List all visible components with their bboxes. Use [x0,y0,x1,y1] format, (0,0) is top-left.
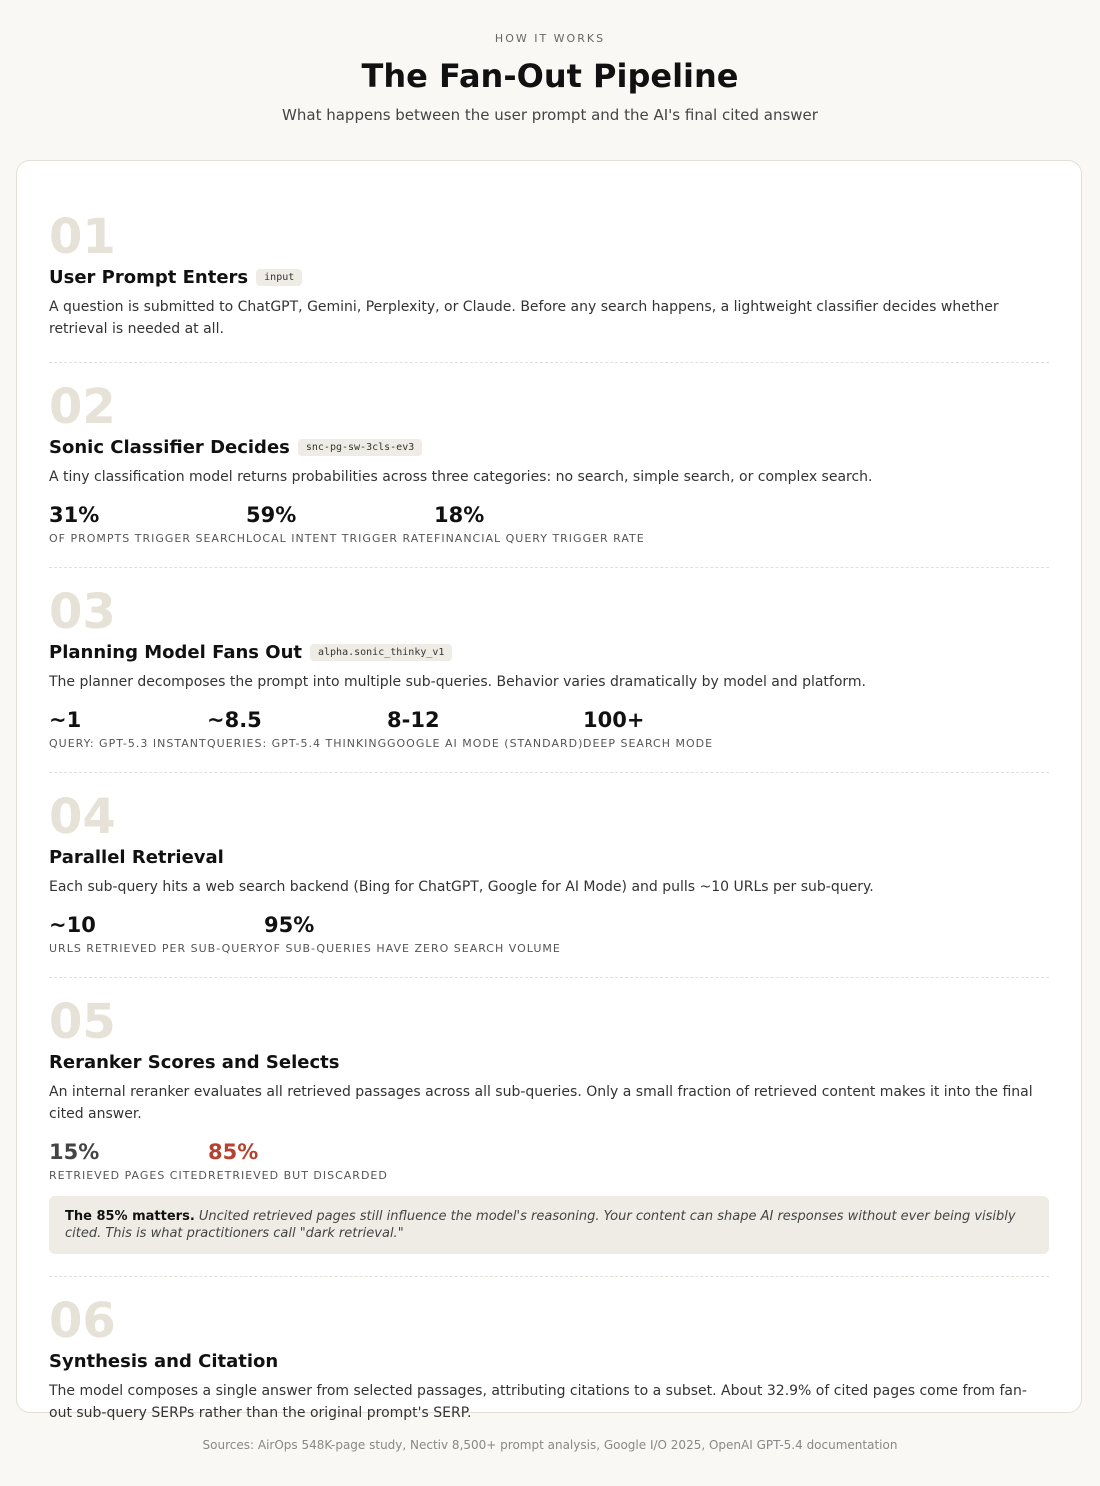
stat [49,707,207,750]
stat-label: LOCAL INTENT TRIGGER RATE [246,532,435,545]
stat-label: QUERY: GPT-5.3 INSTANT [49,737,207,750]
stat [387,707,583,750]
step-title-text: Sonic Classifier Decides [49,437,290,458]
step-1 [49,211,1049,363]
stat-label: GOOGLE AI MODE (STANDARD) [387,737,584,750]
stat [434,502,645,545]
step-4 [49,791,1049,978]
step-number: 05 [49,994,116,1050]
page-title: The Fan-Out Pipeline [361,57,739,95]
page-header [0,0,1100,124]
step-title [49,642,1049,663]
step-number: 06 [49,1293,116,1349]
step-number: 02 [49,379,116,435]
eyebrow: HOW IT WORKS [494,32,606,45]
stat-label: URLS RETRIEVED PER SUB-QUERY [49,942,264,955]
step-3 [49,586,1049,773]
step-description: The model composes a single answer from selected passages, attributing citations to a subset. About 32.9% of cited pages come from fan-out sub-query SERPs rather than the original prompt's SERP. [49,1383,1027,1421]
step-tag: alpha.sonic_thinky_v1 [310,644,452,661]
step-6 [49,1295,1049,1446]
step-description: An internal reranker evaluates all retrieved passages across all sub-queries. Only a small fraction of retrieved content makes it into the final cited answer. [49,1084,1033,1122]
stat-label: DEEP SEARCH MODE [583,737,714,750]
step-number: 01 [49,209,116,265]
stat [49,1139,208,1182]
page-subtitle: What happens between the user prompt and the AI's final cited answer [282,106,818,125]
stat-value: 95% [264,913,315,937]
stat-label: RETRIEVED PAGES CITED [49,1169,208,1182]
step-title-text: Synthesis and Citation [49,1351,279,1372]
step-tag: input [256,269,302,286]
pipeline-card [16,160,1082,1421]
stats-row [49,502,1049,545]
step-title-text: Reranker Scores and Selects [49,1052,340,1073]
stats-row [49,1139,1049,1182]
stat [49,502,246,545]
step-description: A question is submitted to ChatGPT, Gemini, Perplexity, or Claude. Before any search happens, a lightweight classifier decides whether retrieval is needed at all. [49,299,999,337]
stat-value: 100+ [583,708,645,732]
stat-value: 8-12 [387,708,440,732]
stat [208,1139,388,1182]
step-title-text: Planning Model Fans Out [49,642,302,663]
stat-label: OF SUB-QUERIES HAVE ZERO SEARCH VOLUME [264,942,561,955]
stats-row [49,912,1049,955]
stat-value: 59% [246,503,297,527]
step-5 [49,996,1049,1277]
step-title [49,1351,1049,1372]
stat [49,912,264,955]
step-2 [49,381,1049,568]
step-title [49,437,1049,458]
step-number: 04 [49,789,116,845]
stat-value: 31% [49,503,100,527]
stat-value: 15% [49,1140,100,1164]
note-bold: The 85% matters. [65,1209,195,1224]
sources-footer: Sources: AirOps 548K-page study, Nectiv 8,500+ prompt analysis, Google I/O 2025, OpenAI GPT-5.4 documentation [202,1438,898,1452]
stats-row [49,707,1049,750]
step-title-text: User Prompt Enters [49,267,249,288]
callout-note [49,1196,1049,1254]
note-italic: Uncited retrieved pages still influence the model's reasoning. Your content can shape AI responses without ever being visibly cited. This is what practitioners call "dark retrieval." [65,1209,1016,1241]
step-description: Each sub-query hits a web search backend (Bing for ChatGPT, Google for AI Mode) and pulls ~10 URLs per sub-query. [49,879,874,895]
stat [264,912,561,955]
stat-value-highlight: 85% [208,1140,259,1164]
stat-value: ~8.5 [207,708,262,732]
stat-label: OF PROMPTS TRIGGER SEARCH [49,532,246,545]
step-tag: snc-pg-sw-3cls-ev3 [298,439,422,456]
step-description: The planner decomposes the prompt into multiple sub-queries. Behavior varies dramatically by model and platform. [49,674,867,690]
step-title-text: Parallel Retrieval [49,847,224,868]
stat-value: ~10 [49,913,96,937]
step-title [49,1052,1049,1073]
stat-label: QUERIES: GPT-5.4 THINKING [207,737,388,750]
stat [583,707,713,750]
stat-label: FINANCIAL QUERY TRIGGER RATE [434,532,645,545]
stat-value: ~1 [49,708,82,732]
step-description: A tiny classification model returns probabilities across three categories: no search, simple search, or complex search. [49,469,873,485]
step-number: 03 [49,584,116,640]
stat-label: RETRIEVED BUT DISCARDED [208,1169,388,1182]
step-title [49,267,1049,288]
stat-value: 18% [434,503,485,527]
step-title [49,847,1049,868]
stat [207,707,387,750]
stat [246,502,434,545]
